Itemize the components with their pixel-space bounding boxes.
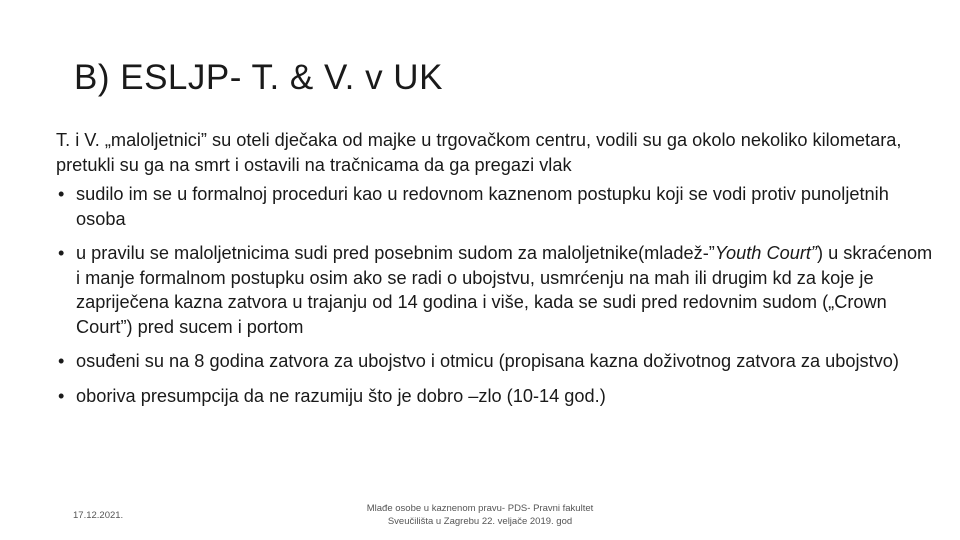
bullet-item-4 xyxy=(56,384,936,409)
slide-title: B) ESLJP- T. & V. v UK xyxy=(74,58,443,97)
bullet-dot-icon: • xyxy=(58,243,65,263)
intro-paragraph: T. i V. „maloljetnici” su oteli dječaka od majke u trgovačkom centru, vodili su ga okolo nekoliko kilometara, pretukli su ga na smrt i ostavili na tračnicama da ga pregazi vlak xyxy=(56,130,902,175)
bullet-text-before: u pravilu se maloljetnicima sudi pred posebnim sudom za maloljetnike(mladež-” xyxy=(76,243,715,263)
bullet-item-1 xyxy=(56,182,936,231)
bullet-text: sudilo im se u formalnoj proceduri kao u redovnom kaznenom postupku koji se vodi protiv punoljetnih osoba xyxy=(76,184,889,229)
footer-center-line-2: Sveučilišta u Zagrebu 22. veljače 2019. god xyxy=(387,516,573,527)
bullet-item-3 xyxy=(56,349,936,374)
bullet-list xyxy=(56,182,936,408)
footer-date: 17.12.2021. xyxy=(73,510,124,521)
bullet-text: osuđeni su na 8 godina zatvora za ubojstvo i otmicu (propisana kazna doživotnog zatvora za ubojstvo) xyxy=(76,351,899,371)
bullet-text-italic: Youth Court” xyxy=(714,243,817,263)
bullet-item-2 xyxy=(56,241,936,339)
bullet-dot-icon: • xyxy=(58,351,65,371)
bullet-dot-icon: • xyxy=(58,184,65,204)
bullet-dot-icon: • xyxy=(58,385,65,406)
bullet-text: oboriva presumpcija da ne razumiju što je dobro –zlo (10-14 god.) xyxy=(76,385,606,406)
footer-center xyxy=(330,502,630,528)
bullet-text-after: ) u skraćenom i manje formalnom postupku osim ako se radi o ubojstvu, usmrćenju na mah ili drugim kd za koje je zapriječena kazna zatvora u trajanju od 14 godina i više, kada se sudi pred redovnim sudom („Crown Court”) pred sucem i portom xyxy=(76,243,933,337)
slide-body xyxy=(56,128,936,418)
footer-center-line-1: Mlađe osobe u kaznenom pravu- PDS- Pravni fakultet xyxy=(366,503,594,514)
